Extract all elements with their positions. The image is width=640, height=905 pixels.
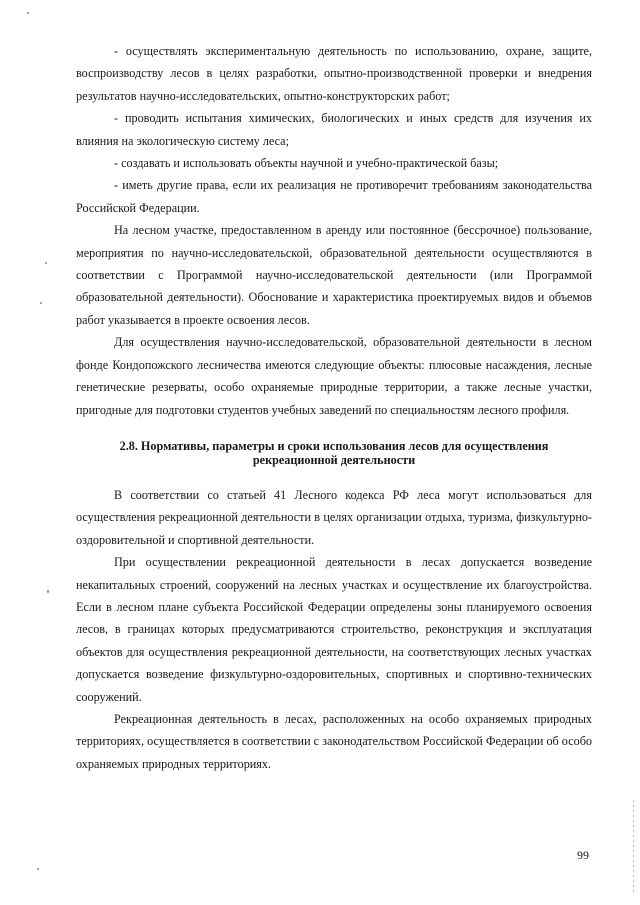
body-paragraph: - проводить испытания химических, биологических и иных средств для изучения их влияния на экологическую систему леса; xyxy=(76,111,592,148)
body-paragraph: - иметь другие права, если их реализация не противоречит требованиям законодательства Российской Федерации. xyxy=(76,178,592,215)
body-paragraph: - создавать и использовать объекты научной и учебно-практической базы; xyxy=(114,156,499,171)
scan-speck xyxy=(47,590,49,593)
document-body xyxy=(76,40,592,775)
body-paragraph: В соответствии со статьей 41 Лесного кодекса РФ леса могут использоваться для осуществления рекреационной деятельности в целях организации отдыха, туризма, физкультурно-оздоровительной и спортивной деятельности. xyxy=(76,487,592,547)
body-paragraph: - осуществлять экспериментальную деятельность по использованию, охране, защите, воспроизводству лесов в целях разработки, опытно-производственной проверки и внедрения результатов научно-исследовательских, опытно-конструкторских работ; xyxy=(76,44,592,103)
scan-speck xyxy=(40,302,42,304)
section-heading-line: рекреационной деятельности xyxy=(252,453,416,468)
section-heading xyxy=(76,439,592,468)
body-paragraph: Для осуществления научно-исследовательской, образовательной деятельности в лесном фонде Кондопожского лесничества имеются следующие объекты: плюсовые насаждения, лесные генетические резерваты, особо охраняемые природные территории, а также лесные участки, пригодные для подготовки студентов учебных заведений по специальностям лесного профиля. xyxy=(76,335,592,417)
body-paragraph: При осуществлении рекреационной деятельности в лесах допускается возведение некапитальных строений, сооружений на лесных участках и осуществление их благоустройства. Если в лесном плане субъекта Российской Федерации определены зоны планируемого освоения лесов, в границах которых предусматриваются строительство, реконструкция и эксплуатация объектов для осуществления рекреационной деятельности, на соответствующих лесных участках допускается возведение физкультурно-оздоровительных, спортивных и спортивно-технических сооружений. xyxy=(76,555,592,704)
body-paragraph: На лесном участке, предоставленном в аренду или постоянное (бессрочное) пользование, мероприятия по научно-исследовательской, образовательной деятельности осуществляются в соответствии с Программой научно-исследовательской деятельности (или Программой образовательной деятельности). Обоснование и характеристика проектируемых видов и объемов работ указывается в проекте освоения лесов. xyxy=(76,223,592,327)
scan-speck xyxy=(45,262,47,264)
section-heading-line: 2.8. Нормативы, параметры и сроки использования лесов для осуществления xyxy=(119,438,549,453)
scan-edge-line xyxy=(633,800,634,895)
scan-speck xyxy=(37,868,39,870)
scan-speck xyxy=(27,12,29,14)
body-paragraph: Рекреационная деятельность в лесах, расположенных на особо охраняемых природных территориях, осуществляется в соответствии с законодательством Российской Федерации об особо охраняемых природных территориях. xyxy=(76,711,592,771)
page-number: 99 xyxy=(577,848,589,862)
